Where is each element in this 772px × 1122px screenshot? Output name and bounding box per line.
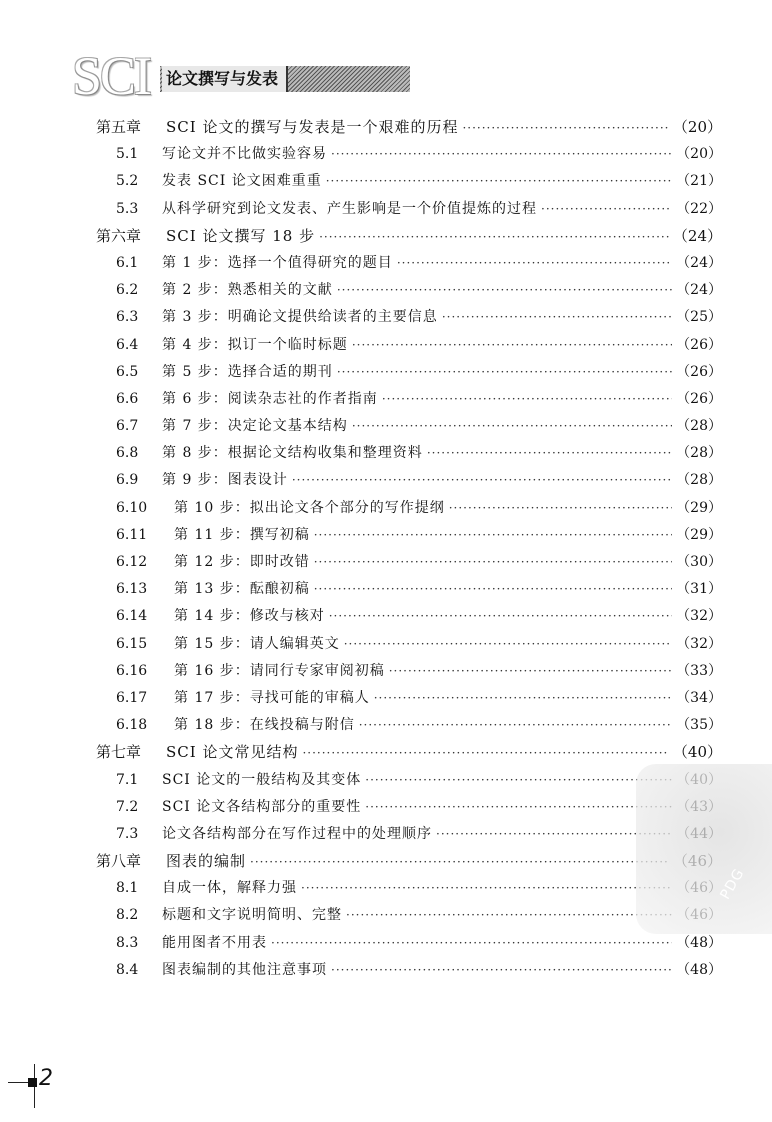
toc-entry-title: 第 8 步：根据论文结构收集和整理资料 bbox=[162, 445, 423, 462]
toc-dot-leader bbox=[442, 304, 672, 331]
toc-entry-page: （26） bbox=[676, 363, 722, 380]
toc-entry-page: （26） bbox=[676, 390, 722, 407]
toc-entry-page: （48） bbox=[676, 934, 722, 951]
toc-section-entry bbox=[96, 631, 722, 658]
toc-entry-page: （28） bbox=[676, 418, 722, 435]
page-number: 2 bbox=[39, 1066, 53, 1091]
toc-dot-leader bbox=[314, 576, 672, 603]
toc-entry-title: 第 1 步：选择一个值得研究的题目 bbox=[162, 254, 393, 271]
toc-entry-title: 第 18 步：在线投稿与附信 bbox=[174, 717, 355, 734]
toc-entry-title: 第 14 步：修改与核对 bbox=[174, 608, 325, 625]
toc-entry-number: 6.7 bbox=[116, 418, 139, 435]
toc-section-entry bbox=[96, 386, 722, 413]
toc-entry-number: 7.3 bbox=[116, 825, 139, 842]
toc-dot-leader bbox=[346, 902, 672, 929]
toc-entry-number: 第六章 bbox=[96, 226, 142, 245]
toc-section-entry bbox=[96, 304, 722, 331]
toc-entry-number: 6.8 bbox=[116, 445, 139, 462]
toc-section-entry bbox=[96, 658, 722, 685]
toc-section-entry bbox=[96, 522, 722, 549]
toc-entry-title: 图表编制的其他注意事项 bbox=[162, 961, 327, 978]
toc-entry-title: 第 13 步：酝酿初稿 bbox=[174, 581, 310, 598]
toc-entry-title: 第 4 步：拟订一个临时标题 bbox=[162, 336, 348, 353]
toc-entry-title: 第 9 步：图表设计 bbox=[162, 472, 288, 489]
toc-entry-number: 7.1 bbox=[116, 771, 139, 788]
toc-dot-leader bbox=[337, 277, 672, 304]
toc-entry-title: 自成一体，解释力强 bbox=[162, 880, 297, 897]
toc-dot-leader bbox=[352, 413, 672, 440]
toc-entry-number: 6.1 bbox=[116, 254, 139, 271]
toc-entry-number: 7.2 bbox=[116, 798, 139, 815]
toc-dot-leader bbox=[302, 740, 668, 767]
toc-entry-title: 第 7 步：决定论文基本结构 bbox=[162, 418, 348, 435]
toc-entry-page: （48） bbox=[676, 961, 722, 978]
toc-section-entry bbox=[96, 767, 722, 794]
table-of-contents bbox=[96, 114, 722, 984]
toc-section-entry bbox=[96, 495, 722, 522]
toc-chapter-entry bbox=[96, 114, 722, 141]
toc-dot-leader bbox=[352, 332, 672, 359]
toc-entry-title: 第 15 步：请人编辑英文 bbox=[174, 635, 340, 652]
toc-entry-page: （28） bbox=[676, 472, 722, 489]
toc-entry-title: 论文各结构部分在写作过程中的处理顺序 bbox=[162, 825, 432, 842]
toc-entry-number: 6.16 bbox=[116, 662, 148, 679]
toc-entry-number: 6.2 bbox=[116, 282, 139, 299]
toc-entry-number: 6.17 bbox=[116, 689, 148, 706]
toc-entry-number: 6.4 bbox=[116, 336, 139, 353]
toc-section-entry bbox=[96, 196, 722, 223]
toc-entry-number: 6.3 bbox=[116, 309, 139, 326]
toc-chapter-entry bbox=[96, 739, 722, 766]
toc-dot-leader bbox=[365, 794, 672, 821]
toc-section-entry bbox=[96, 902, 722, 929]
toc-entry-title: 从科学研究到论文发表、产生影响是一个价值提炼的过程 bbox=[162, 200, 537, 217]
toc-dot-leader bbox=[329, 603, 672, 630]
toc-entry-number: 8.2 bbox=[116, 907, 139, 924]
toc-entry-page: （21） bbox=[676, 173, 722, 190]
toc-section-entry bbox=[96, 821, 722, 848]
toc-entry-title: 写论文并不比做实验容易 bbox=[162, 146, 327, 163]
toc-section-entry bbox=[96, 603, 722, 630]
toc-entry-title: 第 11 步：撰写初稿 bbox=[174, 526, 310, 543]
toc-section-entry bbox=[96, 576, 722, 603]
toc-section-entry bbox=[96, 250, 722, 277]
toc-entry-title: 第 5 步：选择合适的期刊 bbox=[162, 363, 333, 380]
toc-dot-leader bbox=[250, 849, 669, 876]
toc-dot-leader bbox=[314, 549, 672, 576]
toc-entry-page: （31） bbox=[676, 581, 722, 598]
toc-entry-number: 6.5 bbox=[116, 363, 139, 380]
toc-section-entry bbox=[96, 875, 722, 902]
toc-entry-title: SCI 论文常见结构 bbox=[166, 743, 299, 762]
toc-section-entry bbox=[96, 332, 722, 359]
toc-dot-leader bbox=[292, 467, 672, 494]
running-header bbox=[72, 46, 372, 106]
toc-entry-number: 5.2 bbox=[116, 173, 139, 190]
toc-section-entry bbox=[96, 549, 722, 576]
toc-entry-number: 6.14 bbox=[116, 608, 148, 625]
toc-dot-leader bbox=[389, 658, 672, 685]
toc-section-entry bbox=[96, 413, 722, 440]
toc-dot-leader bbox=[301, 875, 672, 902]
toc-dot-leader bbox=[541, 196, 672, 223]
toc-entry-number: 6.10 bbox=[116, 499, 148, 516]
toc-section-entry bbox=[96, 359, 722, 386]
toc-entry-number: 6.13 bbox=[116, 581, 148, 598]
toc-dot-leader bbox=[314, 522, 672, 549]
toc-entry-number: 第七章 bbox=[96, 743, 142, 762]
toc-entry-number: 6.18 bbox=[116, 717, 148, 734]
toc-dot-leader bbox=[365, 767, 672, 794]
toc-entry-title: 能用图者不用表 bbox=[162, 934, 267, 951]
toc-section-entry bbox=[96, 930, 722, 957]
header-title: 论文撰写与发表 bbox=[162, 66, 288, 92]
toc-section-entry bbox=[96, 440, 722, 467]
toc-entry-title: 第 10 步：拟出论文各个部分的写作提纲 bbox=[174, 499, 445, 516]
toc-entry-page: （20） bbox=[676, 146, 722, 163]
toc-entry-number: 6.9 bbox=[116, 472, 139, 489]
toc-entry-page: （25） bbox=[676, 309, 722, 326]
toc-entry-page: （32） bbox=[676, 608, 722, 625]
toc-entry-title: 第 17 步：寻找可能的审稿人 bbox=[174, 689, 370, 706]
toc-entry-page: （32） bbox=[676, 635, 722, 652]
toc-section-entry bbox=[96, 168, 722, 195]
toc-dot-leader bbox=[397, 250, 672, 277]
toc-entry-title: 第 16 步：请同行专家审阅初稿 bbox=[174, 662, 385, 679]
toc-dot-leader bbox=[331, 957, 672, 984]
toc-entry-title: 标题和文字说明简明、完整 bbox=[162, 907, 342, 924]
toc-section-entry bbox=[96, 141, 722, 168]
toc-entry-page: （28） bbox=[676, 445, 722, 462]
toc-dot-leader bbox=[382, 386, 672, 413]
toc-entry-number: 6.12 bbox=[116, 554, 148, 570]
toc-dot-leader bbox=[462, 115, 668, 142]
toc-section-entry bbox=[96, 685, 722, 712]
toc-dot-leader bbox=[331, 141, 672, 168]
toc-entry-page: （24） bbox=[672, 226, 722, 245]
sci-logo: SCI bbox=[72, 46, 151, 106]
toc-entry-number: 6.6 bbox=[116, 390, 139, 407]
toc-chapter-entry bbox=[96, 848, 722, 875]
toc-dot-leader bbox=[337, 359, 672, 386]
toc-entry-page: （33） bbox=[676, 662, 722, 679]
toc-dot-leader bbox=[271, 930, 672, 957]
toc-section-entry bbox=[96, 277, 722, 304]
toc-entry-title: 第 3 步：明确论文提供给读者的主要信息 bbox=[162, 309, 438, 326]
toc-dot-leader bbox=[374, 685, 672, 712]
toc-entry-page: （35） bbox=[676, 717, 722, 734]
toc-entry-title: 第 2 步：熟悉相关的文献 bbox=[162, 282, 333, 299]
toc-dot-leader bbox=[359, 712, 672, 739]
toc-dot-leader bbox=[319, 224, 669, 251]
toc-entry-number: 6.15 bbox=[116, 635, 148, 652]
toc-section-entry bbox=[96, 467, 722, 494]
toc-entry-page: （24） bbox=[676, 254, 722, 271]
toc-entry-page: （24） bbox=[676, 282, 722, 299]
toc-dot-leader bbox=[326, 168, 672, 195]
toc-dot-leader bbox=[449, 495, 672, 522]
toc-entry-page: （40） bbox=[672, 743, 722, 762]
library-stamp-watermark bbox=[636, 764, 772, 934]
toc-entry-page: （29） bbox=[676, 499, 722, 516]
toc-entry-page: （20） bbox=[672, 118, 722, 136]
toc-entry-page: （22） bbox=[676, 200, 722, 217]
toc-entry-title: 发表 SCI 论文困难重重 bbox=[162, 173, 322, 190]
page-number-rule bbox=[8, 1082, 28, 1083]
toc-entry-number: 第五章 bbox=[96, 118, 142, 136]
toc-entry-number: 8.4 bbox=[116, 961, 139, 978]
toc-entry-number: 5.1 bbox=[116, 146, 139, 163]
toc-entry-page: （29） bbox=[676, 526, 722, 543]
toc-section-entry bbox=[96, 712, 722, 739]
toc-entry-title: 第 6 步：阅读杂志社的作者指南 bbox=[162, 390, 378, 407]
toc-section-entry bbox=[96, 957, 722, 984]
toc-entry-title: 图表的编制 bbox=[166, 852, 247, 871]
toc-dot-leader bbox=[427, 440, 672, 467]
toc-entry-page: （30） bbox=[676, 554, 722, 570]
toc-entry-title: SCI 论文的撰写与发表是一个艰难的历程 bbox=[166, 118, 459, 136]
toc-entry-number: 8.1 bbox=[116, 880, 139, 897]
toc-dot-leader bbox=[344, 631, 672, 658]
toc-chapter-entry bbox=[96, 223, 722, 250]
toc-entry-title: 第 12 步：即时改错 bbox=[174, 554, 310, 570]
toc-entry-page: （26） bbox=[676, 336, 722, 353]
toc-section-entry bbox=[96, 794, 722, 821]
toc-entry-page: （34） bbox=[676, 689, 722, 706]
watermark-text: PDG bbox=[717, 865, 748, 903]
toc-entry-number: 8.3 bbox=[116, 934, 139, 951]
toc-entry-number: 第八章 bbox=[96, 852, 142, 871]
toc-entry-title: SCI 论文撰写 18 步 bbox=[166, 226, 316, 245]
toc-entry-title: SCI 论文各结构部分的重要性 bbox=[162, 798, 362, 815]
toc-entry-number: 6.11 bbox=[116, 526, 148, 543]
toc-entry-number: 5.3 bbox=[116, 200, 139, 217]
toc-entry-title: SCI 论文的一般结构及其变体 bbox=[162, 771, 362, 788]
page-number-marker-icon bbox=[28, 1078, 37, 1087]
